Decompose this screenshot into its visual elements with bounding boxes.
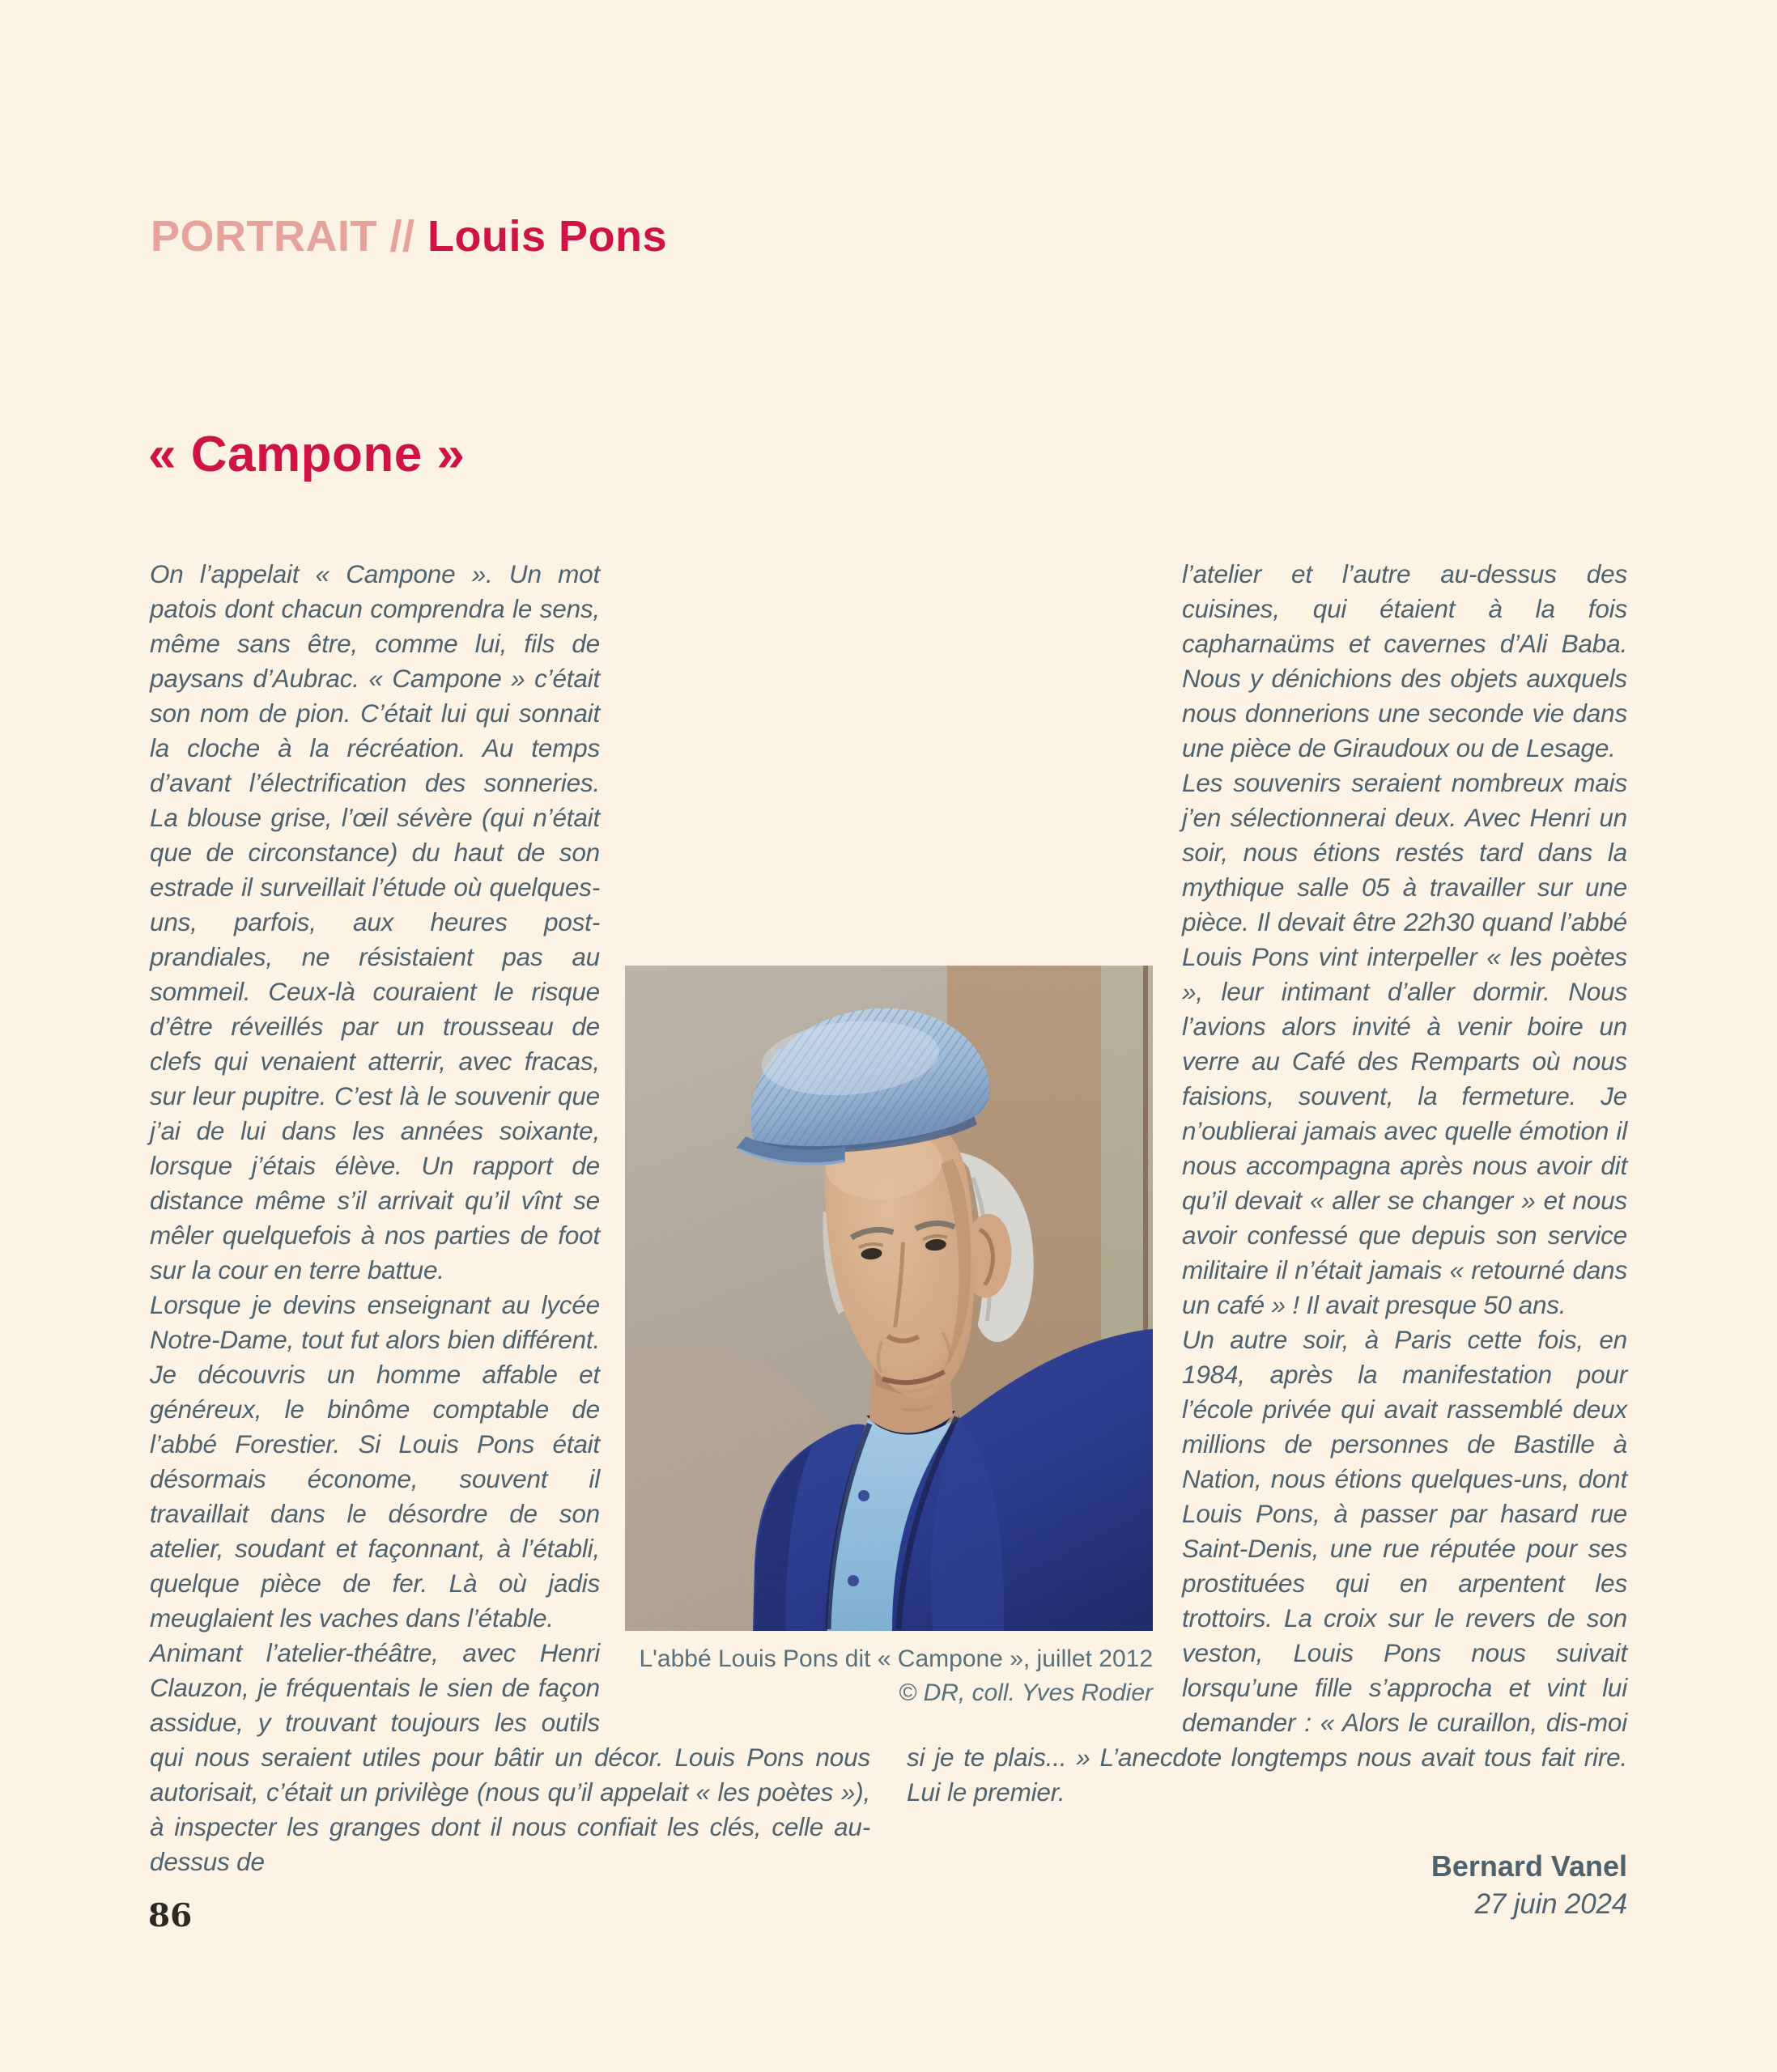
paragraph: l’atelier et l’autre au-dessus des cuisines, qui étaient à la fois capharnaüms et cavernes d’Ali Baba. Nous y dénichions des objets auxquels nous donnerions une seconde vie dans une pièce de Giraudoux ou de Lesage. [1182, 559, 1627, 762]
photo-caption [625, 1642, 1153, 1710]
kicker-subject: Louis Pons [427, 212, 668, 261]
photo-caption-title: L'abbé Louis Pons dit « Campone », juillet 2012 [639, 1645, 1153, 1672]
article-title: « Campone » [148, 427, 466, 482]
paragraph: On l’appelait « Campone ». Un mot patois dont chacun comprendra le sens, même sans être, comme lui, fils de paysans d’Aubrac. « Campone » c’était son nom de pion. C’était lui qui sonnait la cloche à la récréation. Au temps d’avant l’électrification des sonneries. La blouse grise, l’œil sévère (qui n’était que de circonstance) du haut de son estrade il surveillait l’étude où quelques-uns, parfois, aux heures post-prandiales, ne résistaient pas au sommeil. Ceux-là couraient le risque d’être réveillés par un trousseau de clefs qui venaient atterrir, avec fracas, sur leur pupitre. C’est là le souvenir que j’ai de lui dans les années soixante, lorsque j’étais élève. Un rapport de distance même s’il arrivait qu’il vînt se mêler quelquefois à nos parties de foot sur la cour en terre battue. [150, 559, 600, 1284]
section-kicker [151, 212, 667, 261]
byline-date: 27 juin 2024 [1474, 1888, 1627, 1920]
page-number: 86 [148, 1897, 193, 1934]
paragraph: Animant l’atelier-théâtre, avec Henri Clauzon, je fréquentais le sien de façon assidue, y trouvant toujours les outils qui nous seraient utiles pour bâtir un décor. Louis Pons nous autorisait, c’était un privilège (nous qu’il appelait « les poètes »), à inspecter les granges dont il nous confiait les clés, celle au-dessus de [150, 1638, 870, 1876]
kicker-label: PORTRAIT // [151, 212, 415, 261]
portrait-photo-block [625, 966, 1153, 1710]
paragraph: Lorsque je devins enseignant au lycée Notre-Dame, tout fut alors bien différent. Je découvris un homme affable et généreux, le binôme comptable de l’abbé Forestier. Si Louis Pons était désormais économe, souvent il travaillait dans le désordre de son atelier, soudant et façonnant, à l’établi, quelque pièce de fer. Là où jadis meuglaient les vaches dans l’étable. [150, 1290, 600, 1633]
portrait-photo [625, 966, 1153, 1631]
paragraph: Un autre soir, à Paris cette fois, en 1984, après la manifestation pour l’école privée qui avait rassemblé deux millions de personnes de Bastille à Nation, nous étions quelques-uns, dont Louis Pons, à passer par hasard rue Saint-Denis, une rue réputée pour ses prostituées qui en arpentent les trottoirs. La croix sur le revers de son veston, Louis Pons nous suivait lorsqu’une fille s’approcha et vint lui demander : « Alors le curaillon, dis-moi si je te plais... » L’anecdote longtemps nous avait tous fait rire. Lui le premier. [907, 1325, 1627, 1807]
photo-credit: © DR, coll. Yves Rodier [899, 1679, 1153, 1706]
byline-author: Bernard Vanel [1431, 1849, 1627, 1883]
paragraph: Les souvenirs seraient nombreux mais j’en sélectionnerai deux. Avec Henri un soir, nous étions restés tard dans la mythique salle 05 à travailler sur une pièce. Il devait être 22h30 quand l’abbé Louis Pons vint interpeller « les poètes », leur intimant d’aller dormir. Nous l’avions alors invité à venir boire un verre au Café des Remparts où nous faisions, souvent, la fermeture. Je n’oublierai jamais avec quelle émotion il nous accompagna après nous avoir dit qu’il devait « aller se changer » et nous avoir confessé que depuis son service militaire il n’était jamais « retourné dans un café » ! Il avait presque 50 ans. [1182, 768, 1627, 1319]
